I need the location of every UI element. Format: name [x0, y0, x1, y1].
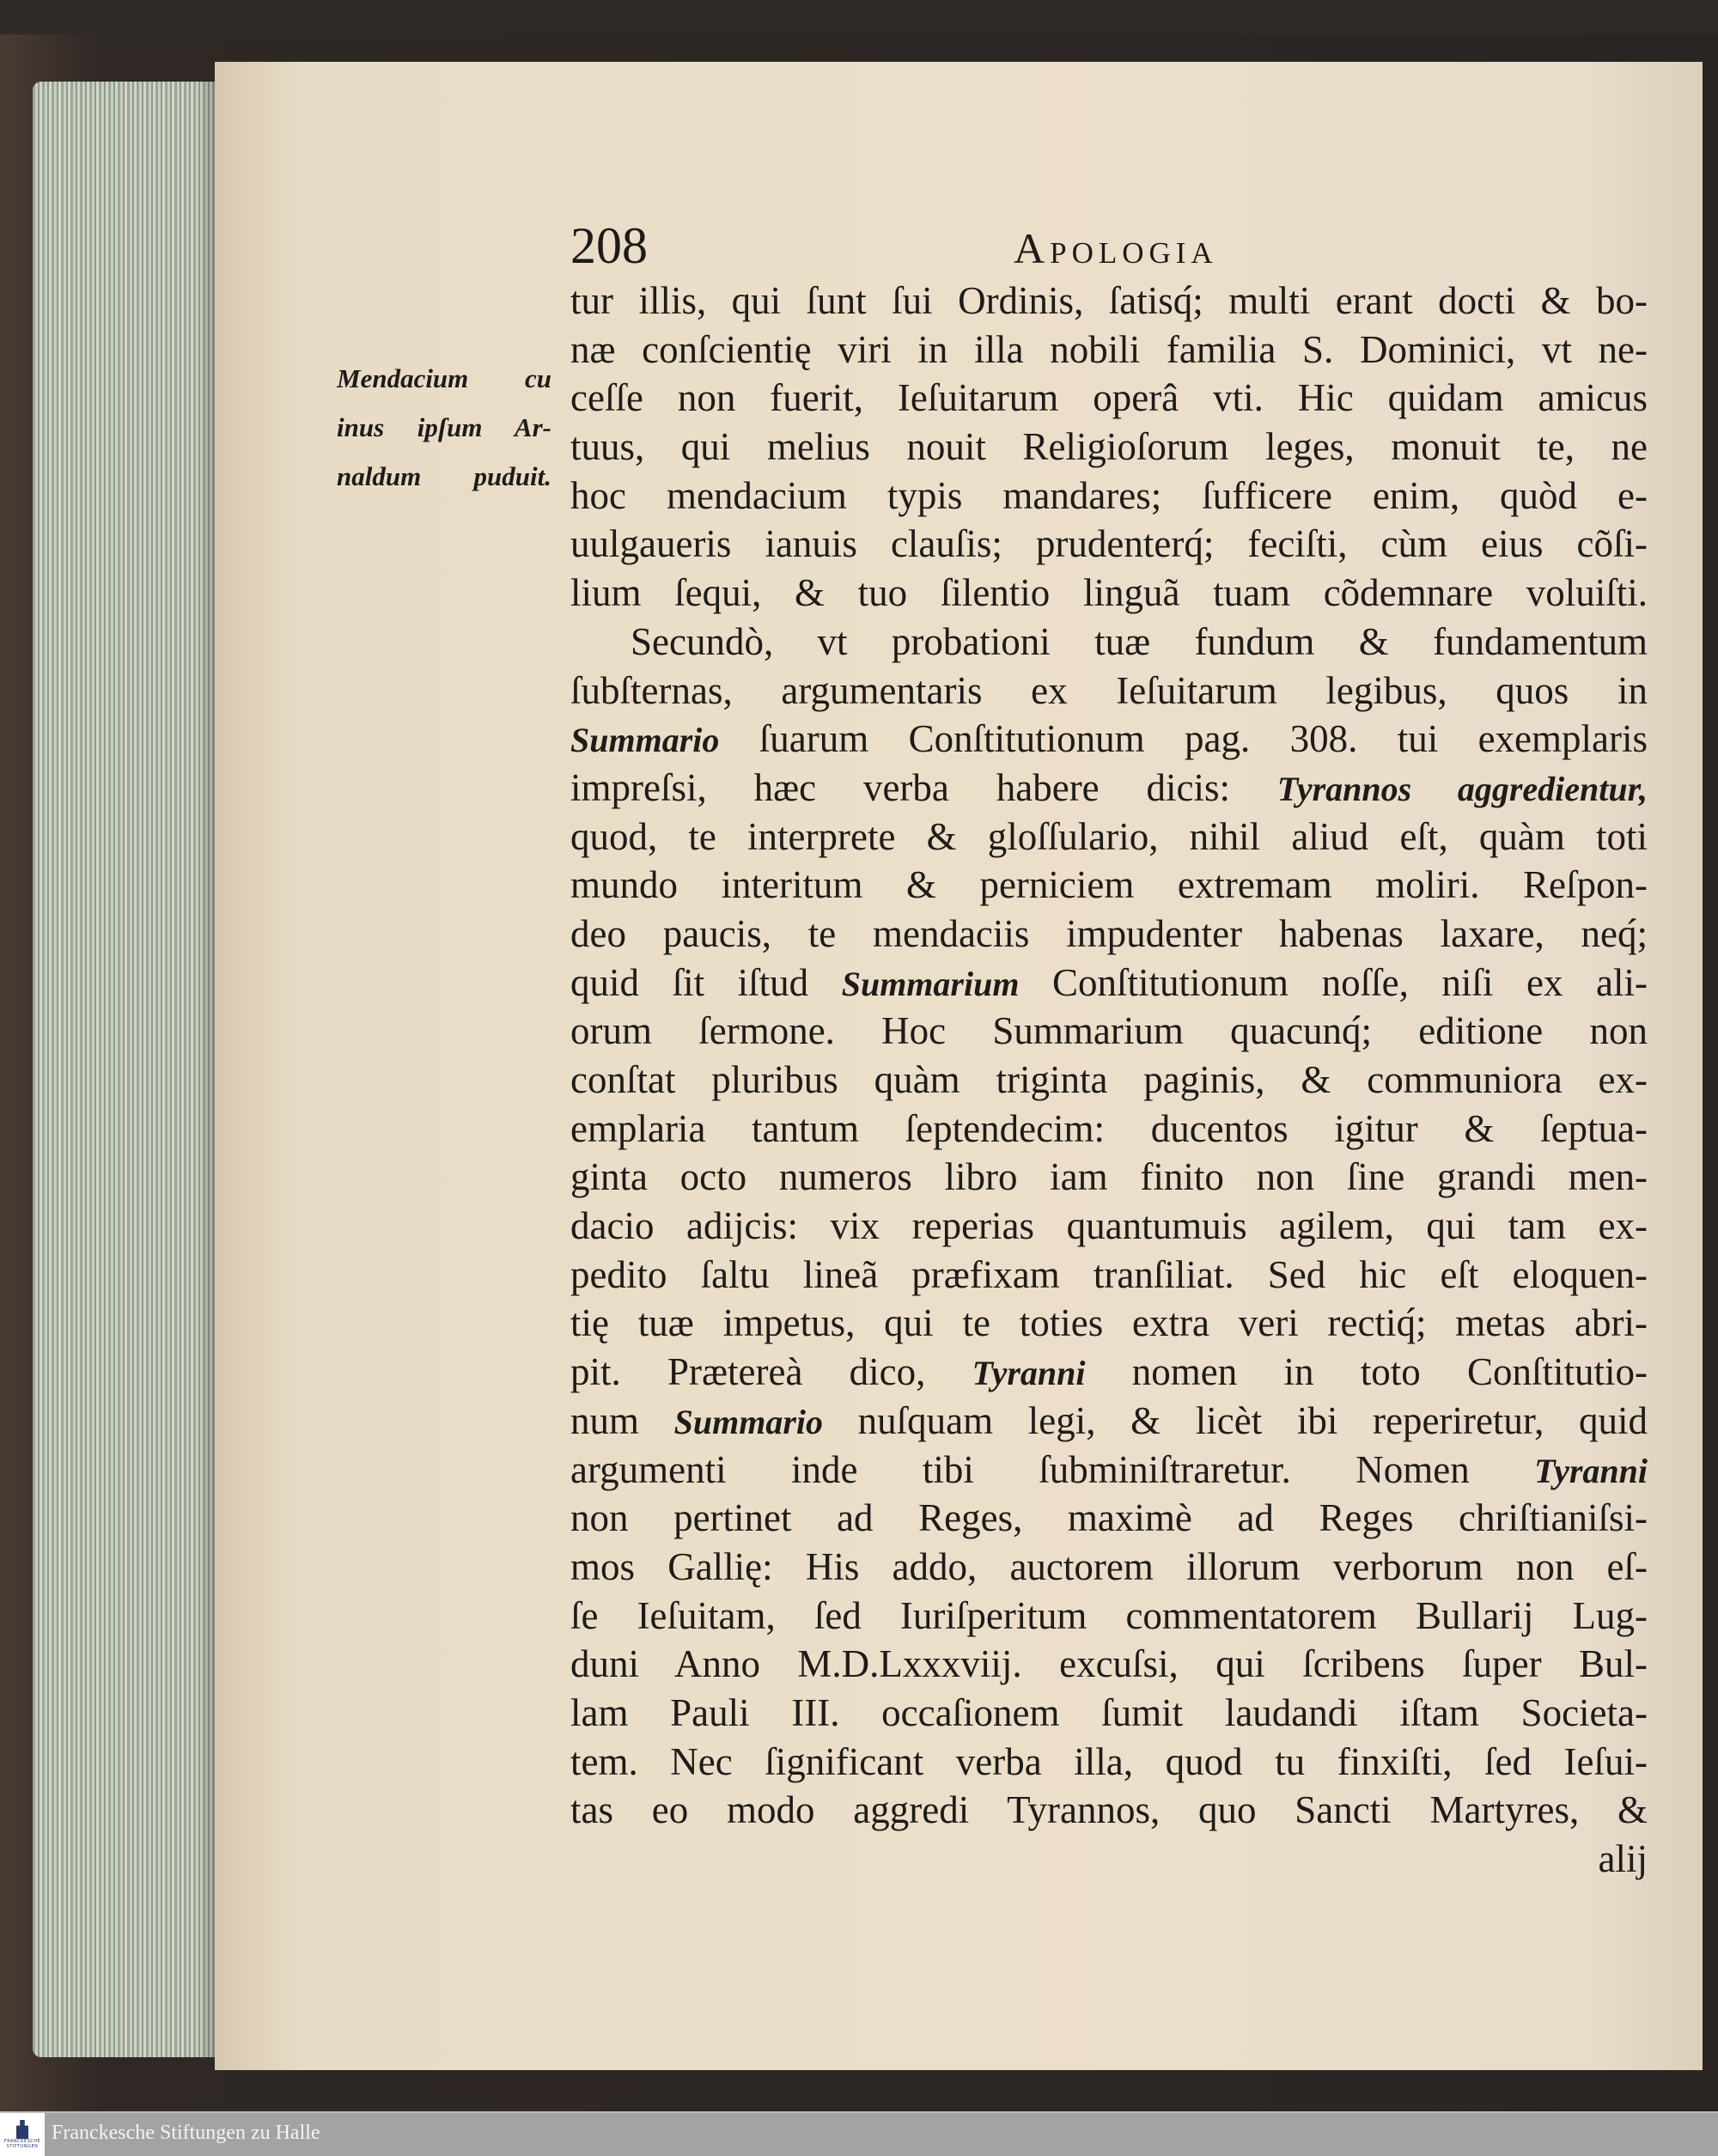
- text-line: [570, 959, 1648, 1008]
- text-line: [570, 813, 1648, 862]
- text-segment: Conſtitutionum noſſe, niſi ex ali-: [1019, 960, 1648, 1004]
- margin-note-line: Mendacium cu: [337, 363, 551, 393]
- text-segment: argumenti inde tibi ſubminiſtraretur. Nomen: [570, 1447, 1535, 1491]
- text-line: [570, 1494, 1648, 1543]
- text-line: [570, 423, 1648, 472]
- institution-name: Franckesche Stiftungen zu Halle: [52, 2122, 320, 2144]
- text-segment: pit. Prætereà dico,: [570, 1350, 972, 1394]
- institution-logo: FRANCKESCHE STIFTUNGEN: [0, 2113, 45, 2156]
- text-segment: ſuarum Conſtitutionum pag. 308. tui exemplaris: [719, 717, 1648, 761]
- text-segment: quod, te interprete & gloſſulario, nihil aliud eſt, quàm toti: [570, 814, 1648, 858]
- text-line: [570, 910, 1648, 959]
- text-segment: conſtat pluribus quàm triginta paginis, & communiora ex-: [570, 1058, 1648, 1101]
- italic-term: Summarium: [841, 964, 1020, 1003]
- text-line: [570, 1007, 1648, 1056]
- text-line: [570, 667, 1648, 716]
- text-line: [570, 1202, 1648, 1251]
- text-segment: tię tuæ impetus, qui te toties extra veri rectiq́; metas abri-: [570, 1301, 1648, 1345]
- page-edges: [33, 82, 223, 2057]
- text-segment: lium ſequi, & tuo ſilentio linguã tuam cõdemnare voluiſti.: [570, 571, 1648, 615]
- text-line: [570, 1105, 1648, 1154]
- margin-note: [337, 354, 551, 501]
- text-line: [570, 1348, 1648, 1397]
- text-segment: tem. Nec ſignificant verba illa, quod tu finxiſti, ſed Ieſui-: [570, 1739, 1648, 1783]
- text-line: [570, 520, 1648, 569]
- text-line: [570, 1640, 1648, 1689]
- text-line: [570, 764, 1648, 813]
- text-segment: deo paucis, te mendaciis impudenter habenas laxare, neq́;: [570, 911, 1648, 955]
- text-segment: dacio adijcis: vix reperias quantumuis agilem, qui tam ex-: [570, 1204, 1648, 1248]
- italic-term: Summario: [570, 721, 720, 760]
- text-line: [570, 1543, 1648, 1592]
- page-number: 208: [570, 217, 648, 274]
- text-segment: tas eo modo aggredi Tyrannos, quo Sancti Martyres, &: [570, 1788, 1648, 1832]
- body-text: [570, 277, 1648, 1884]
- text-line: [570, 1397, 1648, 1446]
- text-line: [570, 326, 1648, 375]
- italic-term: Tyranni: [972, 1354, 1086, 1393]
- text-segment: mundo interitum & perniciem extremam moliri. Reſpon-: [570, 863, 1648, 907]
- text-line: [570, 1056, 1648, 1105]
- text-segment: nuſquam legi, & licèt ibi reperiretur, quid: [823, 1398, 1648, 1442]
- text-segment: num: [570, 1398, 674, 1442]
- margin-note-line: naldum puduit.: [337, 461, 551, 491]
- text-line: [570, 569, 1648, 618]
- italic-term: Summario: [673, 1402, 824, 1441]
- text-line: [570, 1786, 1648, 1835]
- text-segment: næ conſcientię viri in illa nobili familia S. Dominici, vt ne-: [570, 327, 1648, 371]
- running-title: Apologia: [1014, 224, 1218, 272]
- text-segment: pedito ſaltu lineã præfixam tranſiliat. Sed hic eſt eloquen-: [570, 1252, 1648, 1296]
- text-segment: duni Anno M.D.Lxxxviij. excuſsi, qui ſcribens ſuper Bul-: [570, 1642, 1648, 1686]
- italic-term: Tyranni: [1534, 1451, 1648, 1490]
- text-line: [570, 1689, 1648, 1738]
- text-segment: nomen in toto Conſtitutio-: [1085, 1350, 1648, 1394]
- italic-term: Tyrannos aggredientur,: [1276, 769, 1648, 808]
- margin-note-line: inus ipſum Ar-: [337, 412, 551, 442]
- text-segment: emplaria tantum ſeptendecim: ducentos igitur & ſeptua-: [570, 1106, 1648, 1150]
- text-segment: uulgaueris ianuis clauſis; prudenterq́; feciſti, cùm eius cõſi-: [570, 522, 1648, 566]
- text-segment: lam Pauli III. occaſionem ſumit laudandi iſtam Societa-: [570, 1690, 1648, 1734]
- text-segment: tuus, qui melius nouit Religioſorum leges, monuit te, ne: [570, 425, 1648, 469]
- running-head: [215, 216, 1703, 277]
- text-segment: ſe Ieſuitam, ſed Iuriſperitum commentatorem Bullarij Lug-: [570, 1593, 1648, 1637]
- text-line: [570, 1592, 1648, 1641]
- text-line: [570, 277, 1648, 326]
- text-line: [570, 618, 1648, 667]
- text-line: [570, 1251, 1648, 1300]
- text-segment: ceſſe non fuerit, Ieſuitarum operâ vti. Hic quidam amicus: [570, 376, 1648, 420]
- text-segment: quid ſit iſtud: [570, 960, 842, 1004]
- text-line: [570, 861, 1648, 910]
- text-segment: orum ſermone. Hoc Summarium quacunq́; editione non: [570, 1009, 1648, 1053]
- text-segment: hoc mendacium typis mandares; ſufficere enim, quòd e-: [570, 473, 1648, 517]
- text-line: [570, 1299, 1648, 1348]
- text-line: [570, 1446, 1648, 1495]
- text-segment: ginta octo numeros libro iam finito non ſine grandi men-: [570, 1155, 1648, 1199]
- logo-mark-icon: [16, 2120, 28, 2139]
- text-segment: non pertinet ad Reges, maximè ad Reges chriſtianiſsi-: [570, 1496, 1648, 1540]
- text-segment: Secundò, vt probationi tuæ fundum & fundamentum: [631, 619, 1648, 663]
- text-line: [570, 374, 1648, 423]
- text-line: [570, 472, 1648, 521]
- text-line: [570, 1153, 1648, 1202]
- book-page: [215, 62, 1703, 2070]
- text-segment: mos Gallię: His addo, auctorem illorum verborum non eſ-: [570, 1544, 1648, 1588]
- catchword: alij: [1598, 1837, 1648, 1880]
- footer-bar: [0, 2111, 1718, 2156]
- text-segment: ſubſternas, argumentaris ex Ieſuitarum legibus, quos in: [570, 668, 1648, 712]
- text-segment: tur illis, qui ſunt ſui Ordinis, ſatisq́; multi erant docti & bo-: [570, 279, 1648, 322]
- text-segment: impreſsi, hæc verba habere dicis:: [570, 765, 1277, 809]
- text-line: [570, 715, 1648, 764]
- text-line: [570, 1738, 1648, 1787]
